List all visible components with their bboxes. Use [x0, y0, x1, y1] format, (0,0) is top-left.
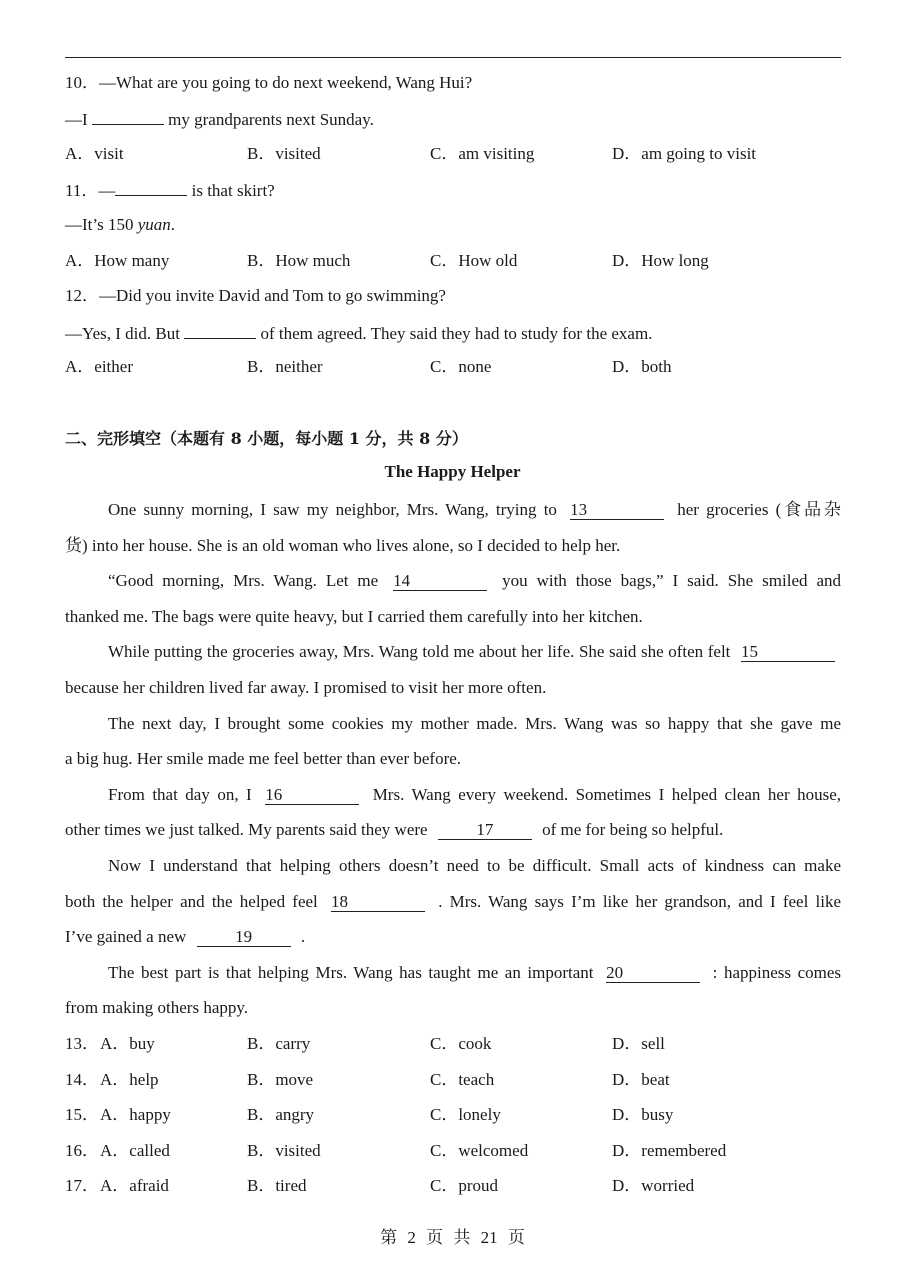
passage-line: [108, 498, 841, 522]
question-11-line2: [65, 213, 175, 237]
passage-line: [65, 676, 841, 700]
passage-line: [65, 534, 841, 558]
option-10-d: D．am going to visit: [612, 144, 757, 163]
option-17-a: A．afraid: [100, 1176, 169, 1196]
option-14-a: A．help: [100, 1069, 159, 1089]
option-15-b: B．angry: [247, 1105, 315, 1125]
passage-line: [108, 783, 841, 807]
option-10-a: A．visit: [65, 144, 124, 163]
text: her groceries (食品杂: [677, 500, 841, 519]
text: because her children lived far away. I promised to visit her more often.: [65, 678, 547, 697]
text: . Mrs. Wang says I’m like her grandson, and I feel like: [438, 891, 841, 911]
blank-17: 17: [438, 821, 532, 840]
blank-14: 14: [393, 572, 487, 591]
passage-line: [108, 854, 841, 878]
option-12-d: D．both: [612, 357, 672, 376]
option-13-d: D．sell: [612, 1034, 665, 1053]
question-12-stem: 12．—Did you invite David and Tom to go swimming?: [65, 286, 446, 305]
answer-blank: [115, 177, 187, 196]
text: thanked me. The bags were quite heavy, but I carried them carefully into her kitchen.: [65, 606, 643, 626]
option-11-a: A．How many: [65, 251, 170, 270]
text: both the helper and the helped feel: [65, 891, 325, 911]
question-12-line2: [65, 320, 652, 344]
option-14-b: B．move: [247, 1069, 314, 1089]
blank-18: 18: [331, 893, 425, 912]
text: yuan: [137, 215, 171, 234]
blank-15: 15: [741, 643, 835, 662]
passage-line: [108, 712, 841, 736]
section-heading: 二、完形填空（本题有 8 小题，每小题 1 分，共 8 分）: [65, 429, 468, 448]
choice-number: 13．: [65, 1034, 99, 1053]
text: you with those bags,” I said. She smiled and: [502, 571, 841, 591]
option-13-c: C．cook: [430, 1034, 492, 1053]
option-11-c: C．How old: [430, 251, 518, 270]
passage-line: [65, 818, 841, 842]
text: The next day, I brought some cookies my mother made. Mrs. Wang was so happy that she gave me: [108, 713, 841, 733]
option-15-a: A．happy: [100, 1105, 171, 1125]
text: 货) into her house. She is an old woman who lives alone, so I decided to help her.: [65, 535, 621, 555]
option-17-d: D．worried: [612, 1176, 695, 1196]
option-12-b: B．neither: [247, 357, 323, 376]
text: of me for being so helpful.: [542, 820, 724, 840]
text: .: [170, 215, 176, 234]
option-16-a: A．called: [100, 1140, 170, 1160]
text: other times we just talked. My parents said they were: [65, 820, 432, 840]
text: 11．—: [65, 181, 116, 200]
option-13-b: B．carry: [247, 1034, 311, 1053]
text: While putting the groceries away, Mrs. Wang told me about her life. She said she often felt: [108, 642, 735, 662]
answer-blank: [92, 106, 164, 125]
page-footer: 第 2 页 共 21 页: [380, 1228, 525, 1247]
option-17-b: B．tired: [247, 1176, 307, 1196]
option-12-a: A．either: [65, 357, 133, 376]
blank-16: 16: [265, 786, 359, 805]
option-15-d: D．busy: [612, 1105, 674, 1125]
question-10-line2: [65, 106, 374, 130]
text: from making others happy.: [65, 998, 249, 1018]
blank-19: 19: [197, 928, 291, 947]
text: of them agreed. They said they had to study for the exam.: [256, 324, 653, 343]
option-15-c: C．lonely: [430, 1105, 501, 1125]
passage-line: [65, 890, 841, 914]
choice-number: 15．: [65, 1105, 99, 1125]
option-10-b: B．visited: [247, 144, 321, 163]
option-14-c: C．teach: [430, 1069, 495, 1089]
passage-line: [65, 605, 841, 629]
option-11-b: B．How much: [247, 251, 351, 270]
choice-number: 16．: [65, 1140, 99, 1160]
text: my grandparents next Sunday.: [163, 110, 374, 129]
passage-line: [65, 925, 841, 949]
question-11-stem: [65, 177, 275, 201]
passage-title: The Happy Helper: [384, 462, 521, 481]
text: is that skirt?: [187, 181, 275, 200]
answer-blank: [184, 320, 256, 339]
choice-number: 17．: [65, 1176, 99, 1196]
text: a big hug. Her smile made me feel better than ever before.: [65, 749, 462, 769]
question-10-stem: 10．—What are you going to do next weekend, Wang Hui?: [65, 73, 473, 92]
passage-line: [108, 640, 841, 664]
text: From that day on, I: [108, 784, 260, 804]
blank-13: 13: [570, 501, 664, 520]
text: The best part is that helping Mrs. Wang has taught me an important: [108, 962, 601, 982]
option-16-c: C．welcomed: [430, 1140, 529, 1160]
text: .: [300, 927, 306, 947]
option-11-d: D．How long: [612, 251, 709, 270]
text: —Yes, I did. But: [65, 324, 185, 343]
choice-number: 14．: [65, 1069, 99, 1089]
text: —I: [65, 110, 92, 129]
text: Now I understand that helping others doesn’t need to be difficult. Small acts of kindness can make: [108, 856, 841, 875]
text: I’ve gained a new: [65, 927, 191, 947]
option-16-d: D．remembered: [612, 1140, 727, 1160]
option-12-c: C．none: [430, 357, 492, 376]
header-rule: [65, 57, 841, 58]
passage-line: [65, 996, 841, 1020]
text: —It’s 150: [65, 215, 138, 234]
text: : happiness comes: [712, 962, 841, 982]
option-17-c: C．proud: [430, 1176, 498, 1196]
option-14-d: D．beat: [612, 1069, 670, 1089]
option-10-c: C．am visiting: [430, 144, 535, 163]
option-13-a: A．buy: [100, 1034, 155, 1053]
text: Mrs. Wang every weekend. Sometimes I helped clean her house,: [372, 784, 841, 804]
blank-20: 20: [606, 964, 700, 983]
passage-line: [108, 961, 841, 985]
text: “Good morning, Mrs. Wang. Let me: [108, 571, 388, 591]
text: One sunny morning, I saw my neighbor, Mrs. Wang, trying to: [108, 500, 565, 519]
passage-line: [108, 569, 841, 593]
option-16-b: B．visited: [247, 1140, 321, 1160]
passage-line: [65, 747, 841, 771]
